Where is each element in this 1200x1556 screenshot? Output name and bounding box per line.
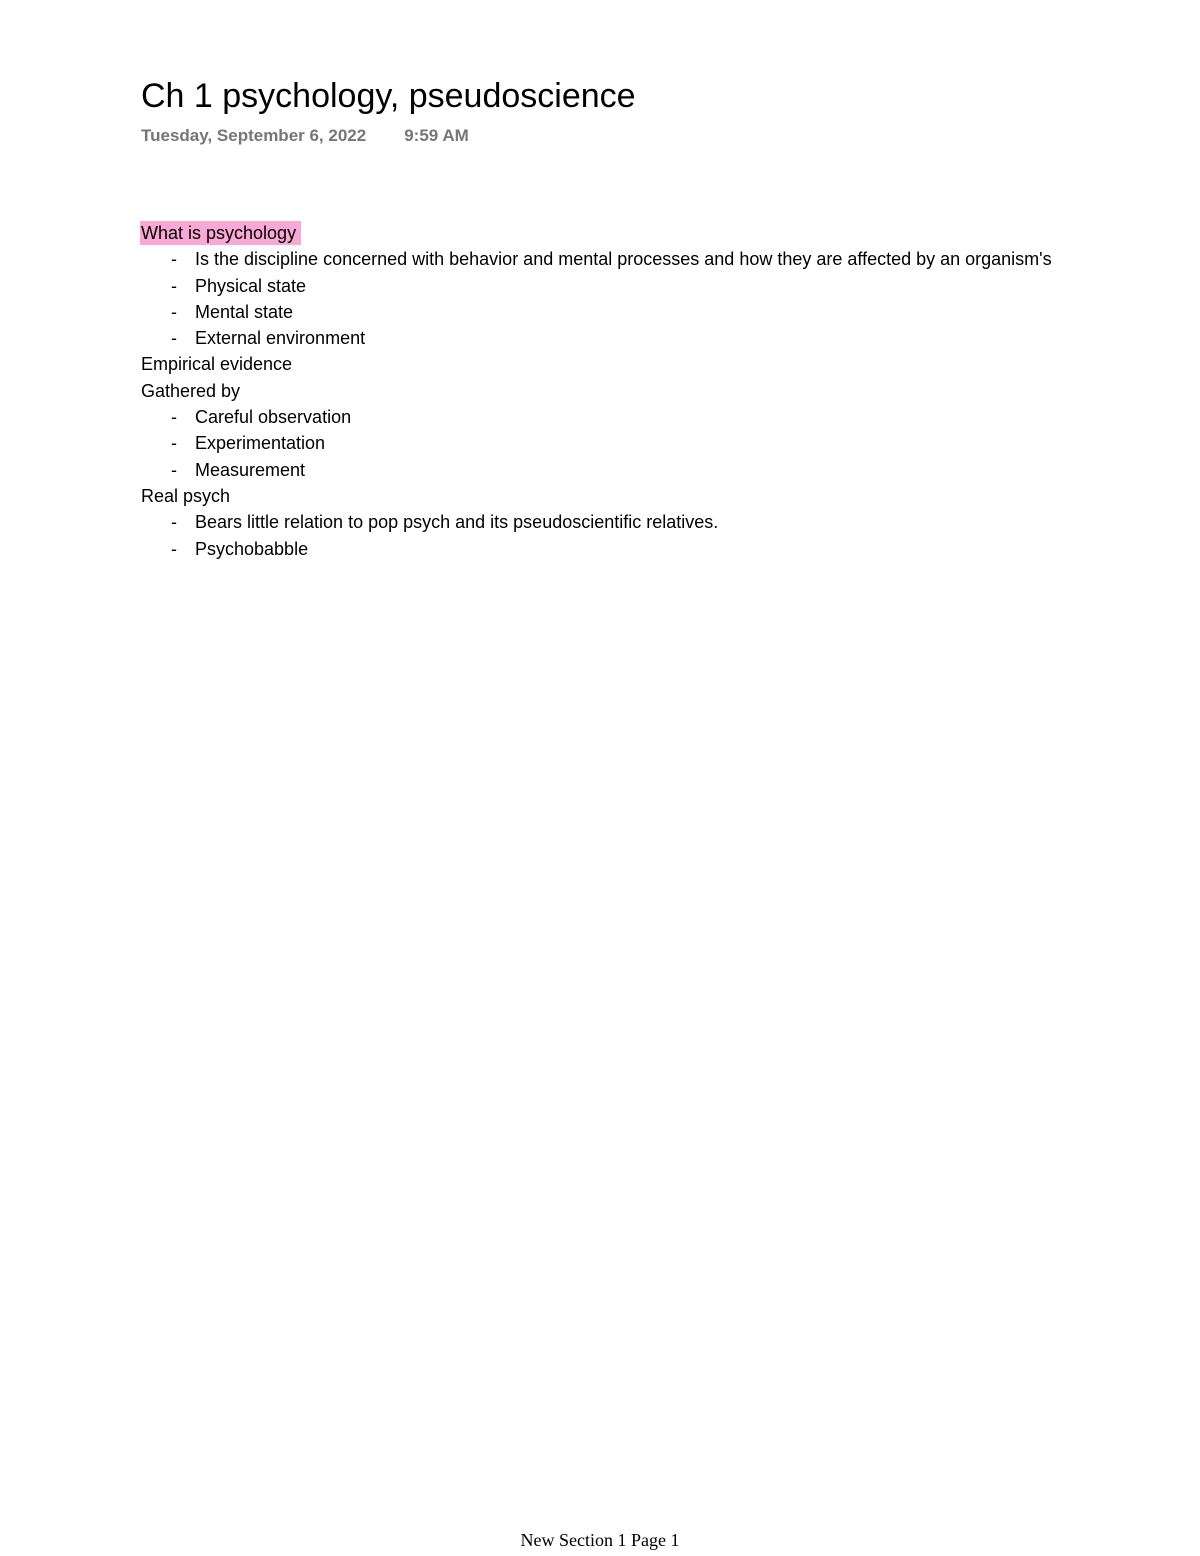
- page-title: Ch 1 psychology, pseudoscience: [141, 77, 636, 115]
- gathered-list: [141, 404, 1101, 483]
- page-footer: New Section 1 Page 1: [520, 1530, 680, 1550]
- list-item: - Bears little relation to pop psych and its pseudoscientific relatives.: [195, 509, 1101, 535]
- list-item: - Experimentation: [195, 430, 1101, 456]
- page-time: 9:59 AM: [404, 126, 469, 145]
- gathered-by-label: Gathered by: [141, 380, 241, 401]
- list-item: - Mental state: [195, 299, 1101, 325]
- list-item: - Measurement: [195, 457, 1101, 483]
- page-timestamp: [141, 126, 469, 146]
- list-item: - Careful observation: [195, 404, 1101, 430]
- list-item: - External environment: [195, 325, 1101, 351]
- list-item: - Physical state: [195, 273, 1101, 299]
- page-date: Tuesday, September 6, 2022: [141, 126, 367, 145]
- real-psych-list: [141, 509, 1101, 562]
- real-psych-label: Real psych: [141, 485, 231, 506]
- highlighted-text: What is psychology: [140, 221, 301, 245]
- list-item: - Psychobabble: [195, 536, 1101, 562]
- empirical-evidence-label: Empirical evidence: [141, 354, 293, 375]
- section-heading-what-is-psychology: [141, 220, 1101, 246]
- definition-list: [141, 246, 1101, 351]
- note-body[interactable]: [141, 220, 1101, 562]
- list-item: - Is the discipline concerned with behavior and mental processes and how they are affected by an organism's: [195, 246, 1101, 272]
